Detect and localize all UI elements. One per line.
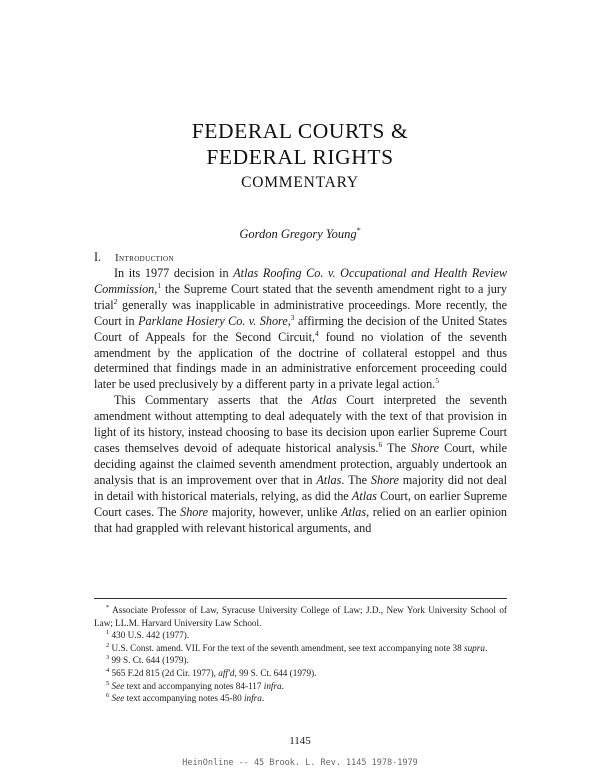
footnotes	[94, 604, 507, 705]
text-run: 565 F.2d 815 (2d Cir. 1977),	[109, 667, 219, 678]
text-run: found no violation of the seventh amendment by the application of the doctrine of collateral estoppel and thus determined that findings made in an administrative enforcement proceeding could later be used preclusively by a different party in a private legal action.	[94, 329, 507, 392]
footnote-ref: 2	[106, 641, 110, 649]
footnote	[94, 629, 507, 642]
footnote-ref: 3	[106, 654, 110, 662]
author-byline	[0, 226, 600, 242]
footnote-ref: 1	[157, 280, 162, 290]
text-run: In its 1977 decision in	[114, 266, 234, 280]
text-run: Court, while deciding against the claimed seventh amendment protection, arguably undertook an analysis that is an improvement over that in	[94, 440, 507, 487]
paragraph	[94, 393, 507, 536]
text-run: Court, on earlier Supreme Court cases. The	[94, 488, 507, 519]
text-run: The	[382, 440, 412, 455]
text-run: . The	[341, 472, 371, 487]
text-run: U.S. Const. amend. VII. For the text of the seventh amendment, see text accompanying note 38	[109, 642, 464, 653]
text-run: text accompanying notes 45-80	[124, 693, 244, 704]
text-run: affirming the decision of the United States Court of Appeals for the Second Circuit,	[94, 313, 508, 344]
italic-text: Shore	[411, 440, 440, 455]
footnote-ref: *	[106, 603, 110, 611]
italic-text: aff'd	[218, 667, 235, 678]
footnote	[94, 642, 507, 655]
text-run: .	[484, 642, 488, 653]
footnote-ref: 2	[113, 296, 118, 306]
footnote	[94, 604, 507, 629]
footnote	[94, 692, 507, 705]
footnote	[94, 667, 507, 680]
footnote-ref: 3	[290, 312, 295, 322]
text-run: text and accompanying notes 84-117	[124, 680, 264, 691]
text-run: This Commentary asserts that the	[114, 393, 312, 408]
text-run: Associate Professor of Law, Syracuse University College of Law; J.D., New York University School of Law; LL.M. Harvard University Law School.	[94, 605, 507, 628]
text-run: ,	[287, 313, 291, 328]
footnote	[94, 680, 507, 693]
section-title: Introduction	[115, 253, 174, 264]
section-heading	[94, 250, 174, 265]
paragraph	[94, 266, 507, 393]
italic-text: Atlas Roofing Co. v. Occupational and Health Review Commission	[94, 266, 508, 296]
text-run: the Supreme Court stated that the seventh amendment right to a jury trial	[94, 281, 507, 312]
source-footer: HeinOnline -- 45 Brook. L. Rev. 1145 1978-1979	[182, 758, 418, 768]
text-run: .	[281, 680, 284, 691]
author-name: Gordon Gregory Young	[239, 227, 357, 242]
article-title-line2: FEDERAL RIGHTS	[206, 145, 394, 169]
text-run: 99 S. Ct. 644 (1979).	[109, 655, 189, 666]
italic-text: Atlas	[316, 472, 342, 487]
italic-text: infra	[243, 693, 262, 704]
footnote-divider	[94, 598, 507, 599]
italic-text: Parklane Hosiery Co. v. Shore	[138, 313, 288, 328]
section-number: I.	[94, 250, 102, 264]
italic-text: supra	[464, 642, 485, 653]
article-subtitle: COMMENTARY	[241, 174, 359, 191]
footnote-ref: 6	[106, 692, 110, 700]
text-run: , relied on an earlier opinion that had grappled with relevant historical arguments, and	[94, 504, 508, 535]
footnote	[94, 654, 507, 667]
italic-text: infra	[263, 680, 282, 691]
text-run: .	[261, 693, 265, 704]
text-run: majority, however, unlike	[208, 504, 342, 519]
text-run: ,	[154, 281, 158, 296]
page-number: 1145	[289, 735, 311, 747]
text-run: majority did not deal in detail with historical materials, relying, as did the	[94, 472, 507, 503]
footnote-ref: 4	[106, 666, 110, 674]
text-run: Court interpreted the seventh amendment without attempting to deal adequately with the text of that provision in light of its history, instead choosing to base its decision upon earlier Supreme Court cases themselves devoid of adequate historical analysis.	[94, 393, 507, 455]
text-run: 430 U.S. 442 (1977).	[109, 630, 190, 641]
text-run: generally was inapplicable in administrative proceedings. More recently, the Court in	[94, 297, 507, 328]
italic-text: See	[111, 680, 125, 691]
footnote-ref: 6	[378, 439, 383, 449]
italic-text: Atlas	[351, 488, 377, 503]
footnote-ref: 1	[106, 629, 110, 637]
footnote-ref: 5	[106, 679, 110, 687]
italic-text: Atlas	[341, 504, 367, 519]
article-title-line1: FEDERAL COURTS &	[191, 119, 409, 143]
footnote-ref: 4	[315, 328, 319, 338]
text-run: , 99 S. Ct. 644 (1979).	[234, 667, 317, 678]
italic-text: See	[111, 693, 125, 704]
italic-text: Shore	[180, 504, 209, 519]
body-text	[94, 266, 507, 536]
footnote-ref: 5	[435, 376, 439, 386]
italic-text: Shore	[370, 472, 399, 487]
author-footnote-mark: *	[356, 226, 361, 235]
italic-text: Atlas	[311, 393, 337, 408]
